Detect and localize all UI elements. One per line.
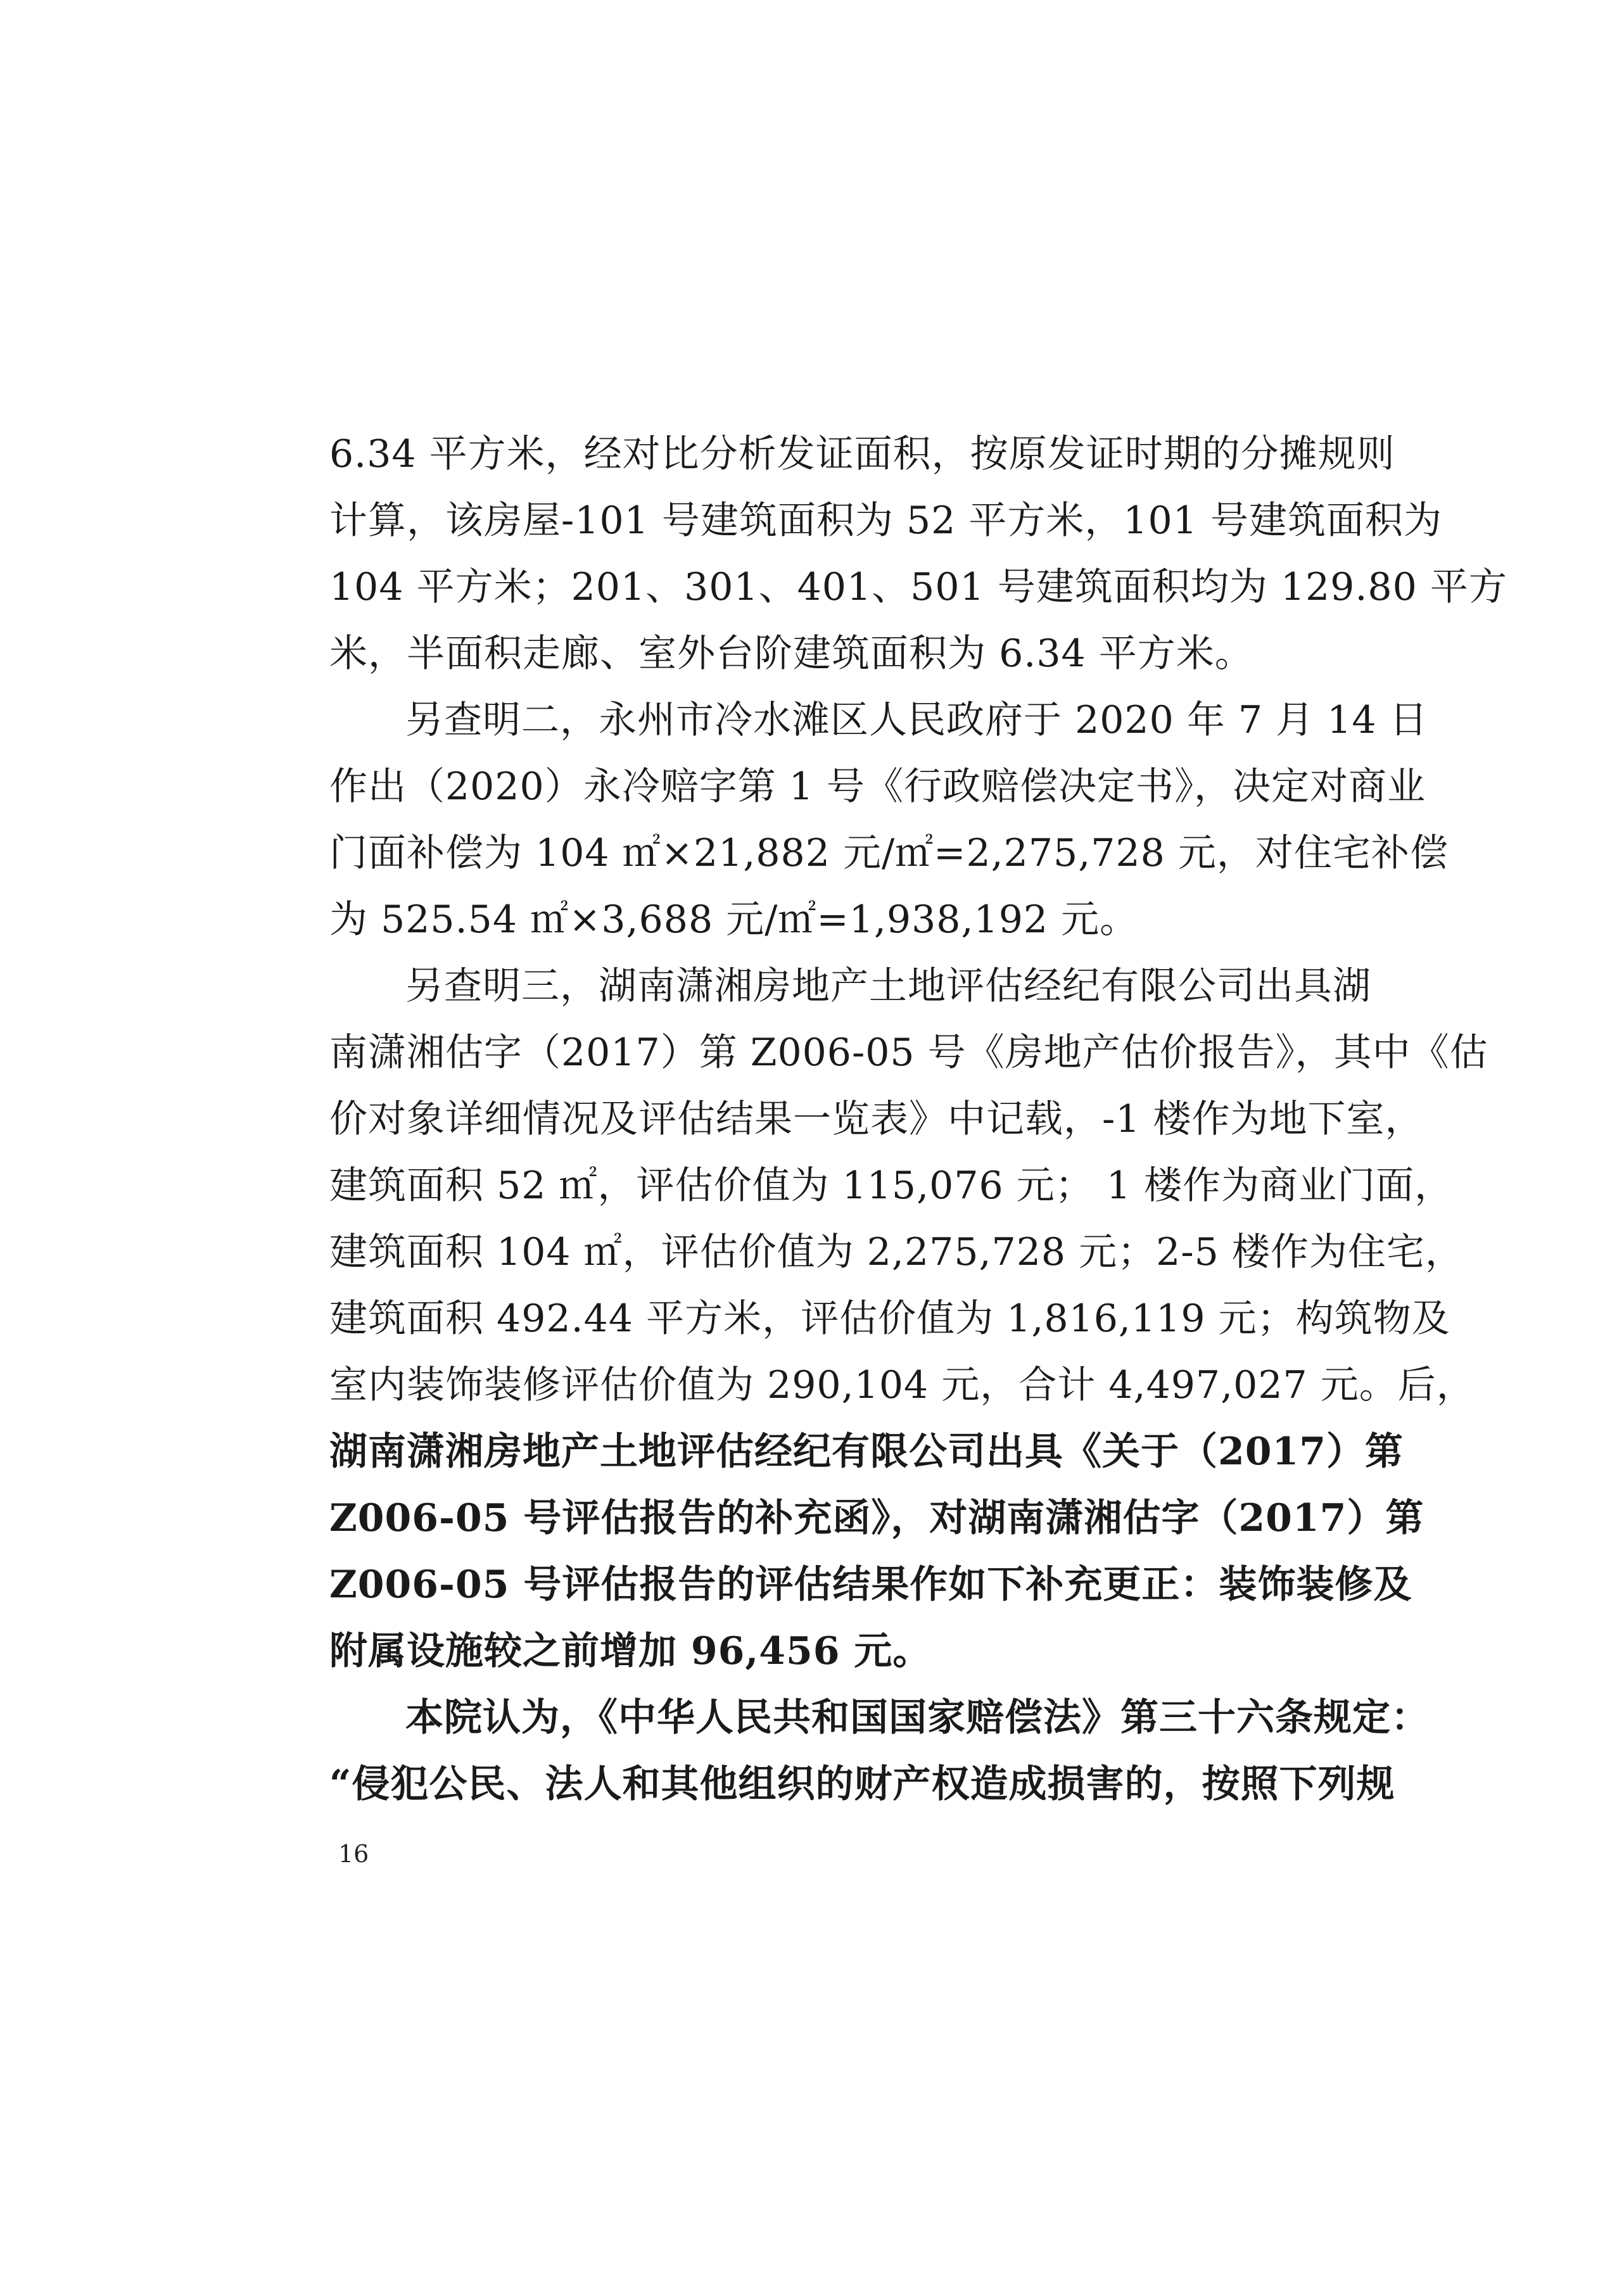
- paragraph-finding-two: [329, 687, 1449, 953]
- text-line: 建筑面积 104 ㎡，评估价值为 2,275,728 元；2-5 楼作为住宅，: [329, 1230, 1464, 1274]
- text-line: 另查明二，永州市冷水滩区人民政府于 2020 年 7 月 14 日: [405, 698, 1428, 742]
- document-body: [329, 421, 1507, 1818]
- text-line: 建筑面积 52 ㎡，评估价值为 115,076 元； 1 楼作为商业门面，: [329, 1164, 1454, 1208]
- paragraph-area-continuation: [329, 421, 1507, 687]
- text-line: Z006-05 号评估报告的评估结果作如下补充更正：装饰装修及: [329, 1563, 1412, 1607]
- text-line: 附属设施较之前增加 96,456 元。: [329, 1629, 932, 1673]
- paragraph-finding-three: [329, 953, 1488, 1685]
- text-line: 建筑面积 492.44 平方米，评估价值为 1,816,119 元；构筑物及: [329, 1297, 1450, 1341]
- text-line: 价对象详细情况及评估结果一览表》中记载，-1 楼作为地下室，: [329, 1097, 1424, 1141]
- page-number: 16: [338, 1840, 369, 1868]
- text-line: 室内装饰装修评估价值为 290,104 元，合计 4,497,027 元。后，: [329, 1363, 1475, 1407]
- text-line: Z006-05 号评估报告的补充函》，对湖南潇湘估字（2017）第: [329, 1496, 1424, 1540]
- text-line: 米，半面积走廊、室外台阶建筑面积为 6.34 平方米。: [329, 631, 1253, 676]
- text-line: 本院认为，《中华人民共和国国家赔偿法》第三十六条规定：: [405, 1696, 1430, 1740]
- text-line: 6.34 平方米，经对比分析发证面积，按原发证时期的分摊规则: [329, 432, 1395, 476]
- text-line: 作出（2020）永冷赔字第 1 号《行政赔偿决定书》，决定对商业: [329, 764, 1426, 809]
- text-line: 另查明三，湖南潇湘房地产土地评估经纪有限公司出具湖: [405, 964, 1371, 1008]
- text-line: 为 525.54 ㎡×3,688 元/㎡=1,938,192 元。: [329, 897, 1139, 942]
- paragraph-court-opinion: [329, 1685, 1430, 1818]
- text-line: 计算，该房屋-101 号建筑面积为 52 平方米，101 号建筑面积为: [329, 498, 1442, 543]
- text-line: 104 平方米；201、301、401、501 号建筑面积均为 129.80 平方: [329, 565, 1507, 609]
- text-line: 南潇湘估字（2017）第 Z006-05 号《房地产估价报告》，其中《估: [329, 1031, 1488, 1075]
- text-line: 门面补偿为 104 ㎡×21,882 元/㎡=2,275,728 元，对住宅补偿: [329, 831, 1449, 875]
- text-line: 湖南潇湘房地产土地评估经纪有限公司出具《关于（2017）第: [329, 1430, 1404, 1474]
- text-line: “侵犯公民、法人和其他组织的财产权造成损害的，按照下列规: [329, 1762, 1395, 1806]
